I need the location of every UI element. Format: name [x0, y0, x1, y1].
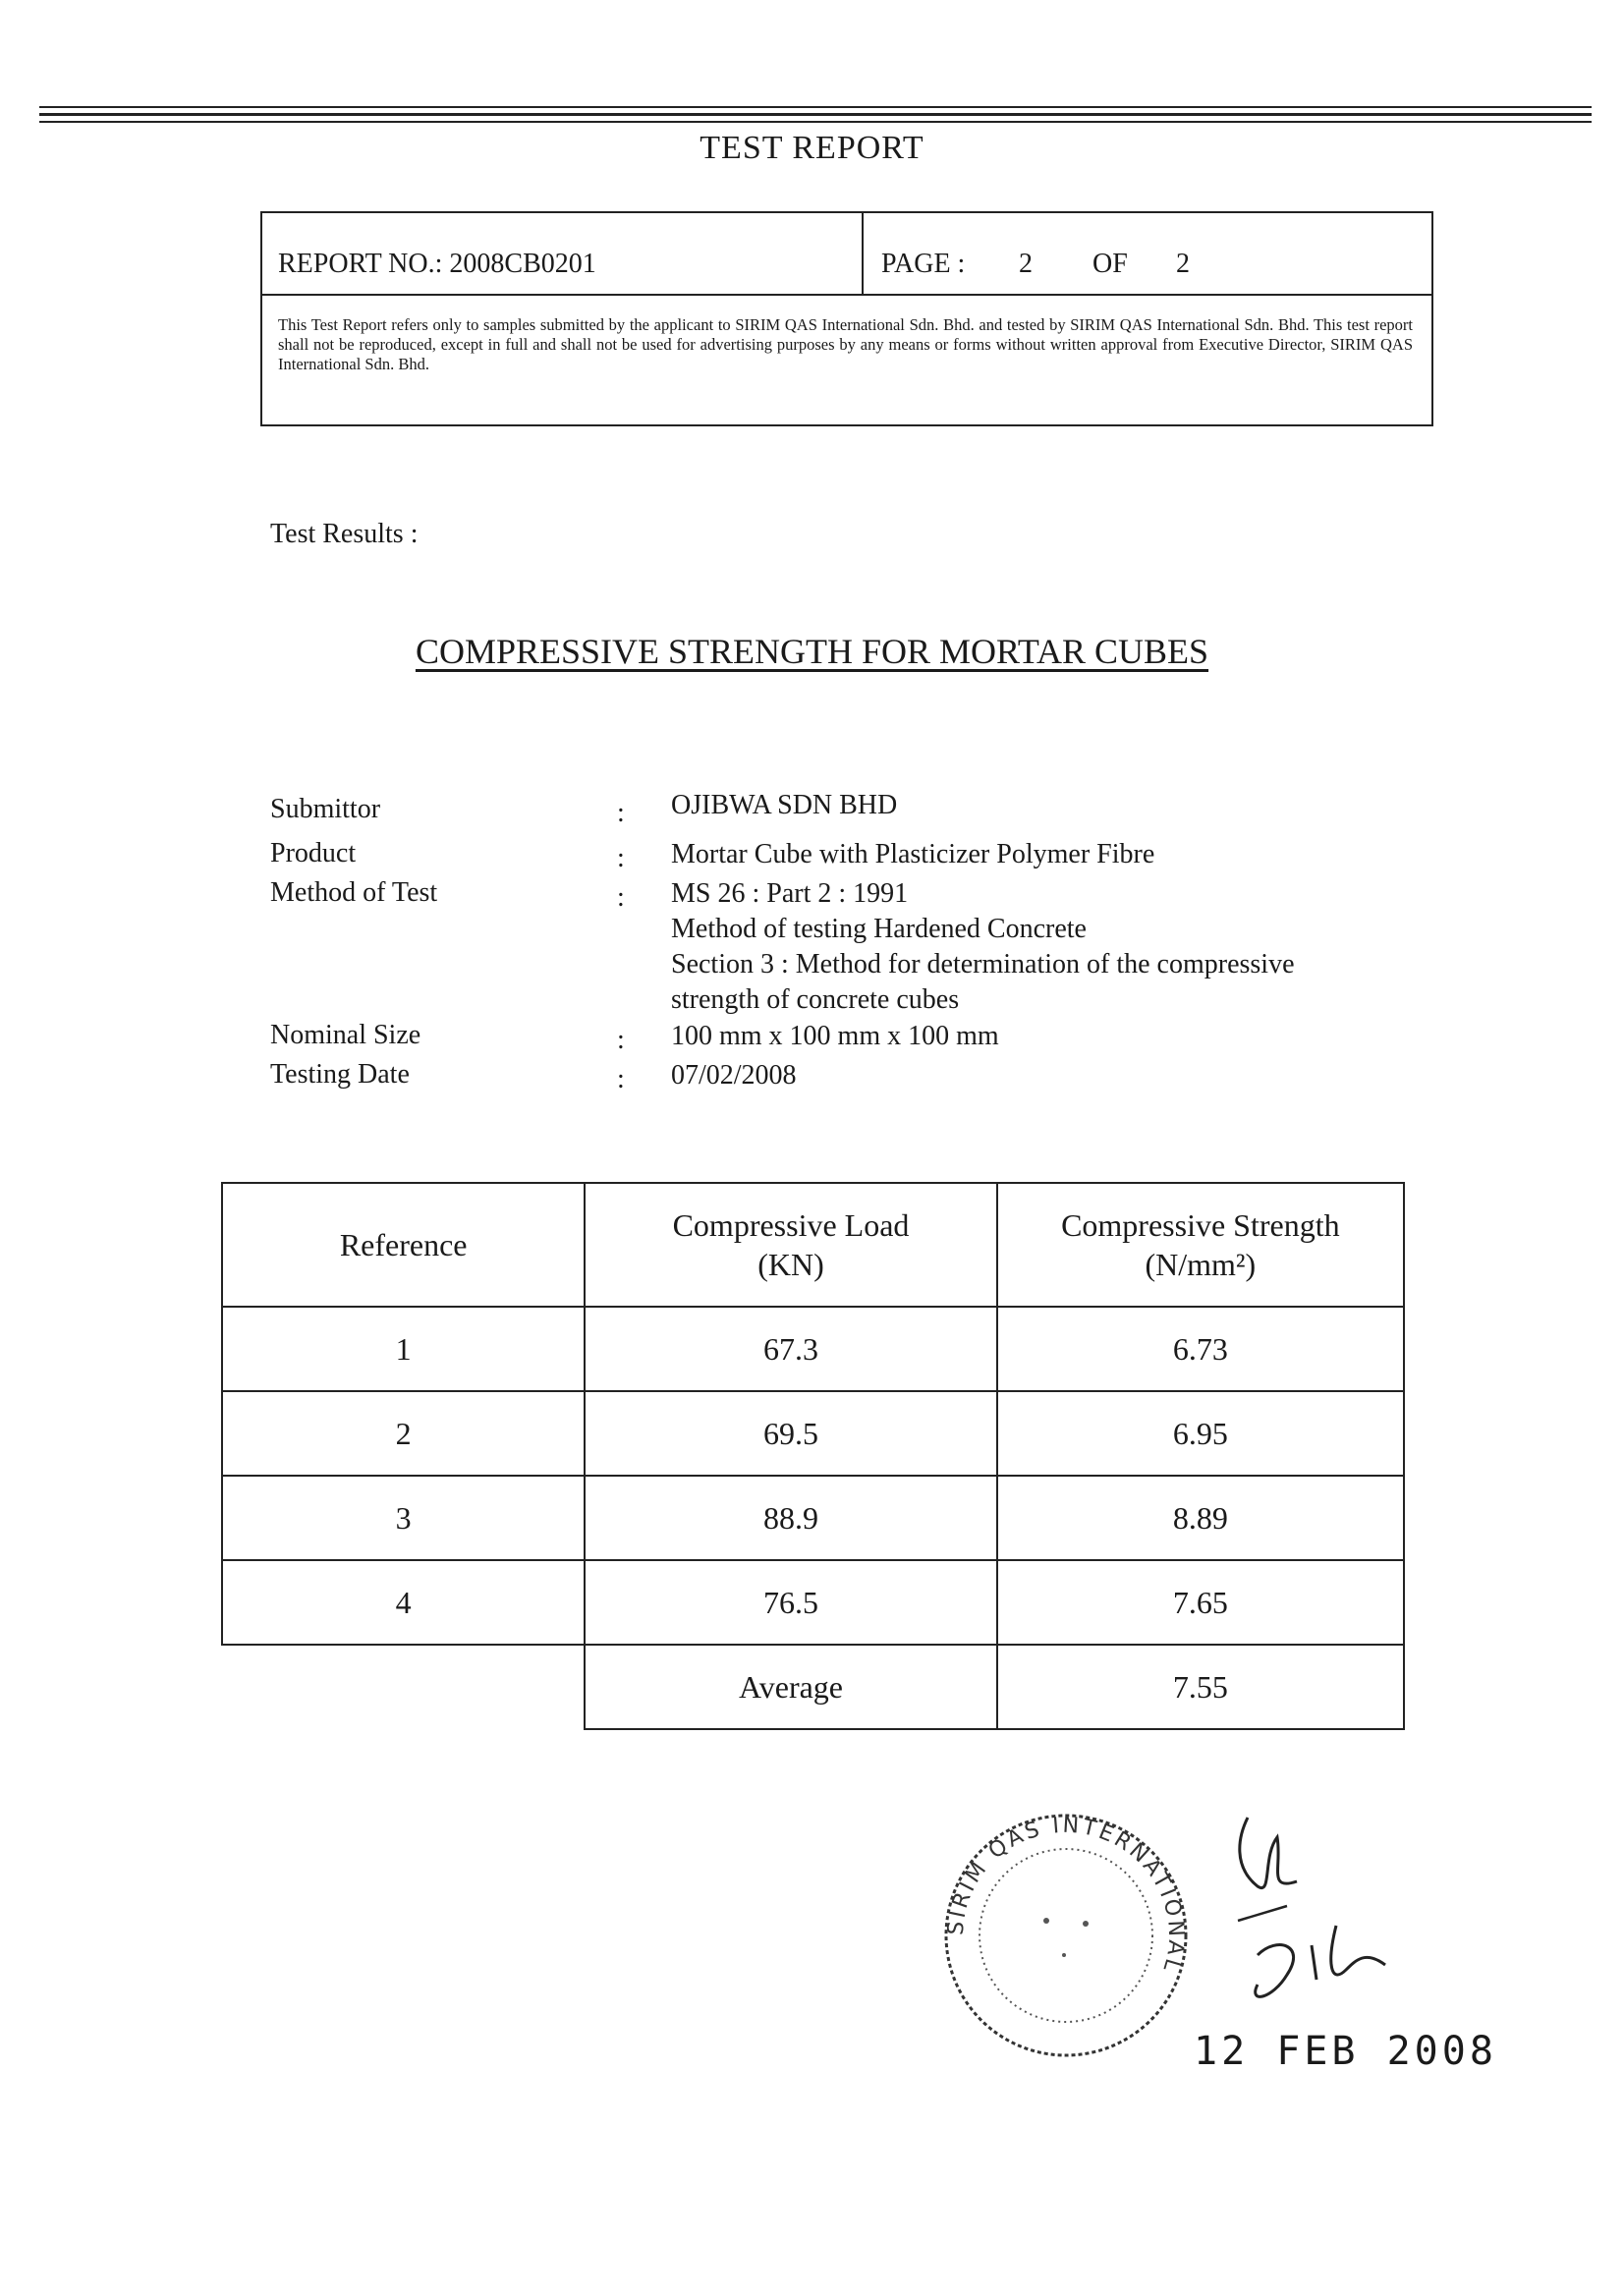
- cell-strength: 6.73: [997, 1307, 1404, 1391]
- method-line: MS 26 : Part 2 : 1991: [671, 878, 909, 909]
- header-strength: [997, 1183, 1404, 1307]
- average-blank-cell: [222, 1645, 585, 1729]
- header-load: [585, 1183, 996, 1307]
- method-value: [671, 876, 1295, 1018]
- testing-date-value: 07/02/2008: [671, 1060, 797, 1091]
- cell-strength: 6.95: [997, 1391, 1404, 1476]
- header-load-unit: (KN): [757, 1247, 824, 1282]
- submittor-value: OJIBWA SDN BHD: [671, 790, 898, 820]
- nominal-size-label: Nominal Size: [270, 1020, 421, 1050]
- product-colon: :: [617, 843, 625, 873]
- header-reference-text: Reference: [339, 1227, 468, 1262]
- report-number: [278, 249, 596, 280]
- cell-load: 76.5: [585, 1560, 996, 1645]
- top-rule-3: [39, 121, 1592, 123]
- submittor-label: Submittor: [270, 794, 381, 824]
- official-seal-stamp: [938, 1808, 1194, 2063]
- method-line: Method of testing Hardened Concrete: [671, 914, 1087, 944]
- disclaimer-text: This Test Report refers only to samples submitted by the applicant to SIRIM QAS International Sdn. Bhd. and tested by SIRIM QAS International Sdn. Bhd. This test report shall not be reproduced, except in full and shall not be used for advertising purposes by any means or forms without written approval from Executive Director, SIRIM QAS International Sdn. Bhd.: [278, 315, 1413, 373]
- header-reference: [222, 1183, 585, 1307]
- table-row: [222, 1391, 1404, 1476]
- cell-reference: 3: [222, 1476, 585, 1560]
- cell-reference: 4: [222, 1560, 585, 1645]
- method-line: strength of concrete cubes: [671, 984, 960, 1015]
- cell-load: 69.5: [585, 1391, 996, 1476]
- seal-text: SIRIM QAS INTERNATIONAL: [943, 1813, 1189, 1978]
- testing-date-colon: :: [617, 1064, 625, 1094]
- testing-date-label: Testing Date: [270, 1059, 410, 1090]
- method-label: Method of Test: [270, 877, 438, 908]
- product-value: Mortar Cube with Plasticizer Polymer Fibre: [671, 839, 1155, 869]
- results-table: [221, 1182, 1405, 1730]
- table-row: [222, 1560, 1404, 1645]
- cell-reference: 1: [222, 1307, 585, 1391]
- top-rule-2: [39, 113, 1592, 116]
- submittor-colon: :: [617, 798, 625, 828]
- header-strength-text: Compressive Strength: [1061, 1207, 1340, 1243]
- method-colon: :: [617, 882, 625, 913]
- table-header-row: [222, 1183, 1404, 1307]
- page-total: 2: [1176, 249, 1190, 279]
- table-row: [222, 1307, 1404, 1391]
- product-label: Product: [270, 838, 357, 868]
- page-current: 2: [1019, 249, 1033, 279]
- cell-reference: 2: [222, 1391, 585, 1476]
- stamp-date: 12 FEB 2008: [1194, 2029, 1497, 2074]
- cell-load: 67.3: [585, 1307, 996, 1391]
- method-line: Section 3 : Method for determination of the compressive: [671, 949, 1295, 980]
- table-row: [222, 1476, 1404, 1560]
- section-title: COMPRESSIVE STRENGTH FOR MORTAR CUBES: [415, 632, 1209, 671]
- top-rule-1: [39, 106, 1592, 108]
- report-number-cell: [262, 213, 864, 294]
- report-header-row: [262, 213, 1431, 296]
- cell-strength: 8.89: [997, 1476, 1404, 1560]
- test-results-label: Test Results :: [270, 519, 419, 549]
- nominal-size-colon: :: [617, 1025, 625, 1055]
- page-label: PAGE :: [881, 249, 966, 279]
- report-number-label: REPORT NO.:: [278, 249, 443, 279]
- nominal-size-value: 100 mm x 100 mm x 100 mm: [671, 1021, 999, 1051]
- report-title: TEST REPORT: [700, 130, 924, 166]
- header-load-text: Compressive Load: [672, 1207, 910, 1243]
- header-strength-unit: (N/mm²): [1145, 1247, 1257, 1282]
- report-number-value: 2008CB0201: [449, 249, 596, 279]
- page-of-label: OF: [1092, 249, 1128, 279]
- average-value: 7.55: [997, 1645, 1404, 1729]
- cell-load: 88.9: [585, 1476, 996, 1560]
- average-label: Average: [585, 1645, 996, 1729]
- report-header-box: [260, 211, 1433, 426]
- handwritten-signature: [1218, 1798, 1415, 2024]
- average-row: [222, 1645, 1404, 1729]
- cell-strength: 7.65: [997, 1560, 1404, 1645]
